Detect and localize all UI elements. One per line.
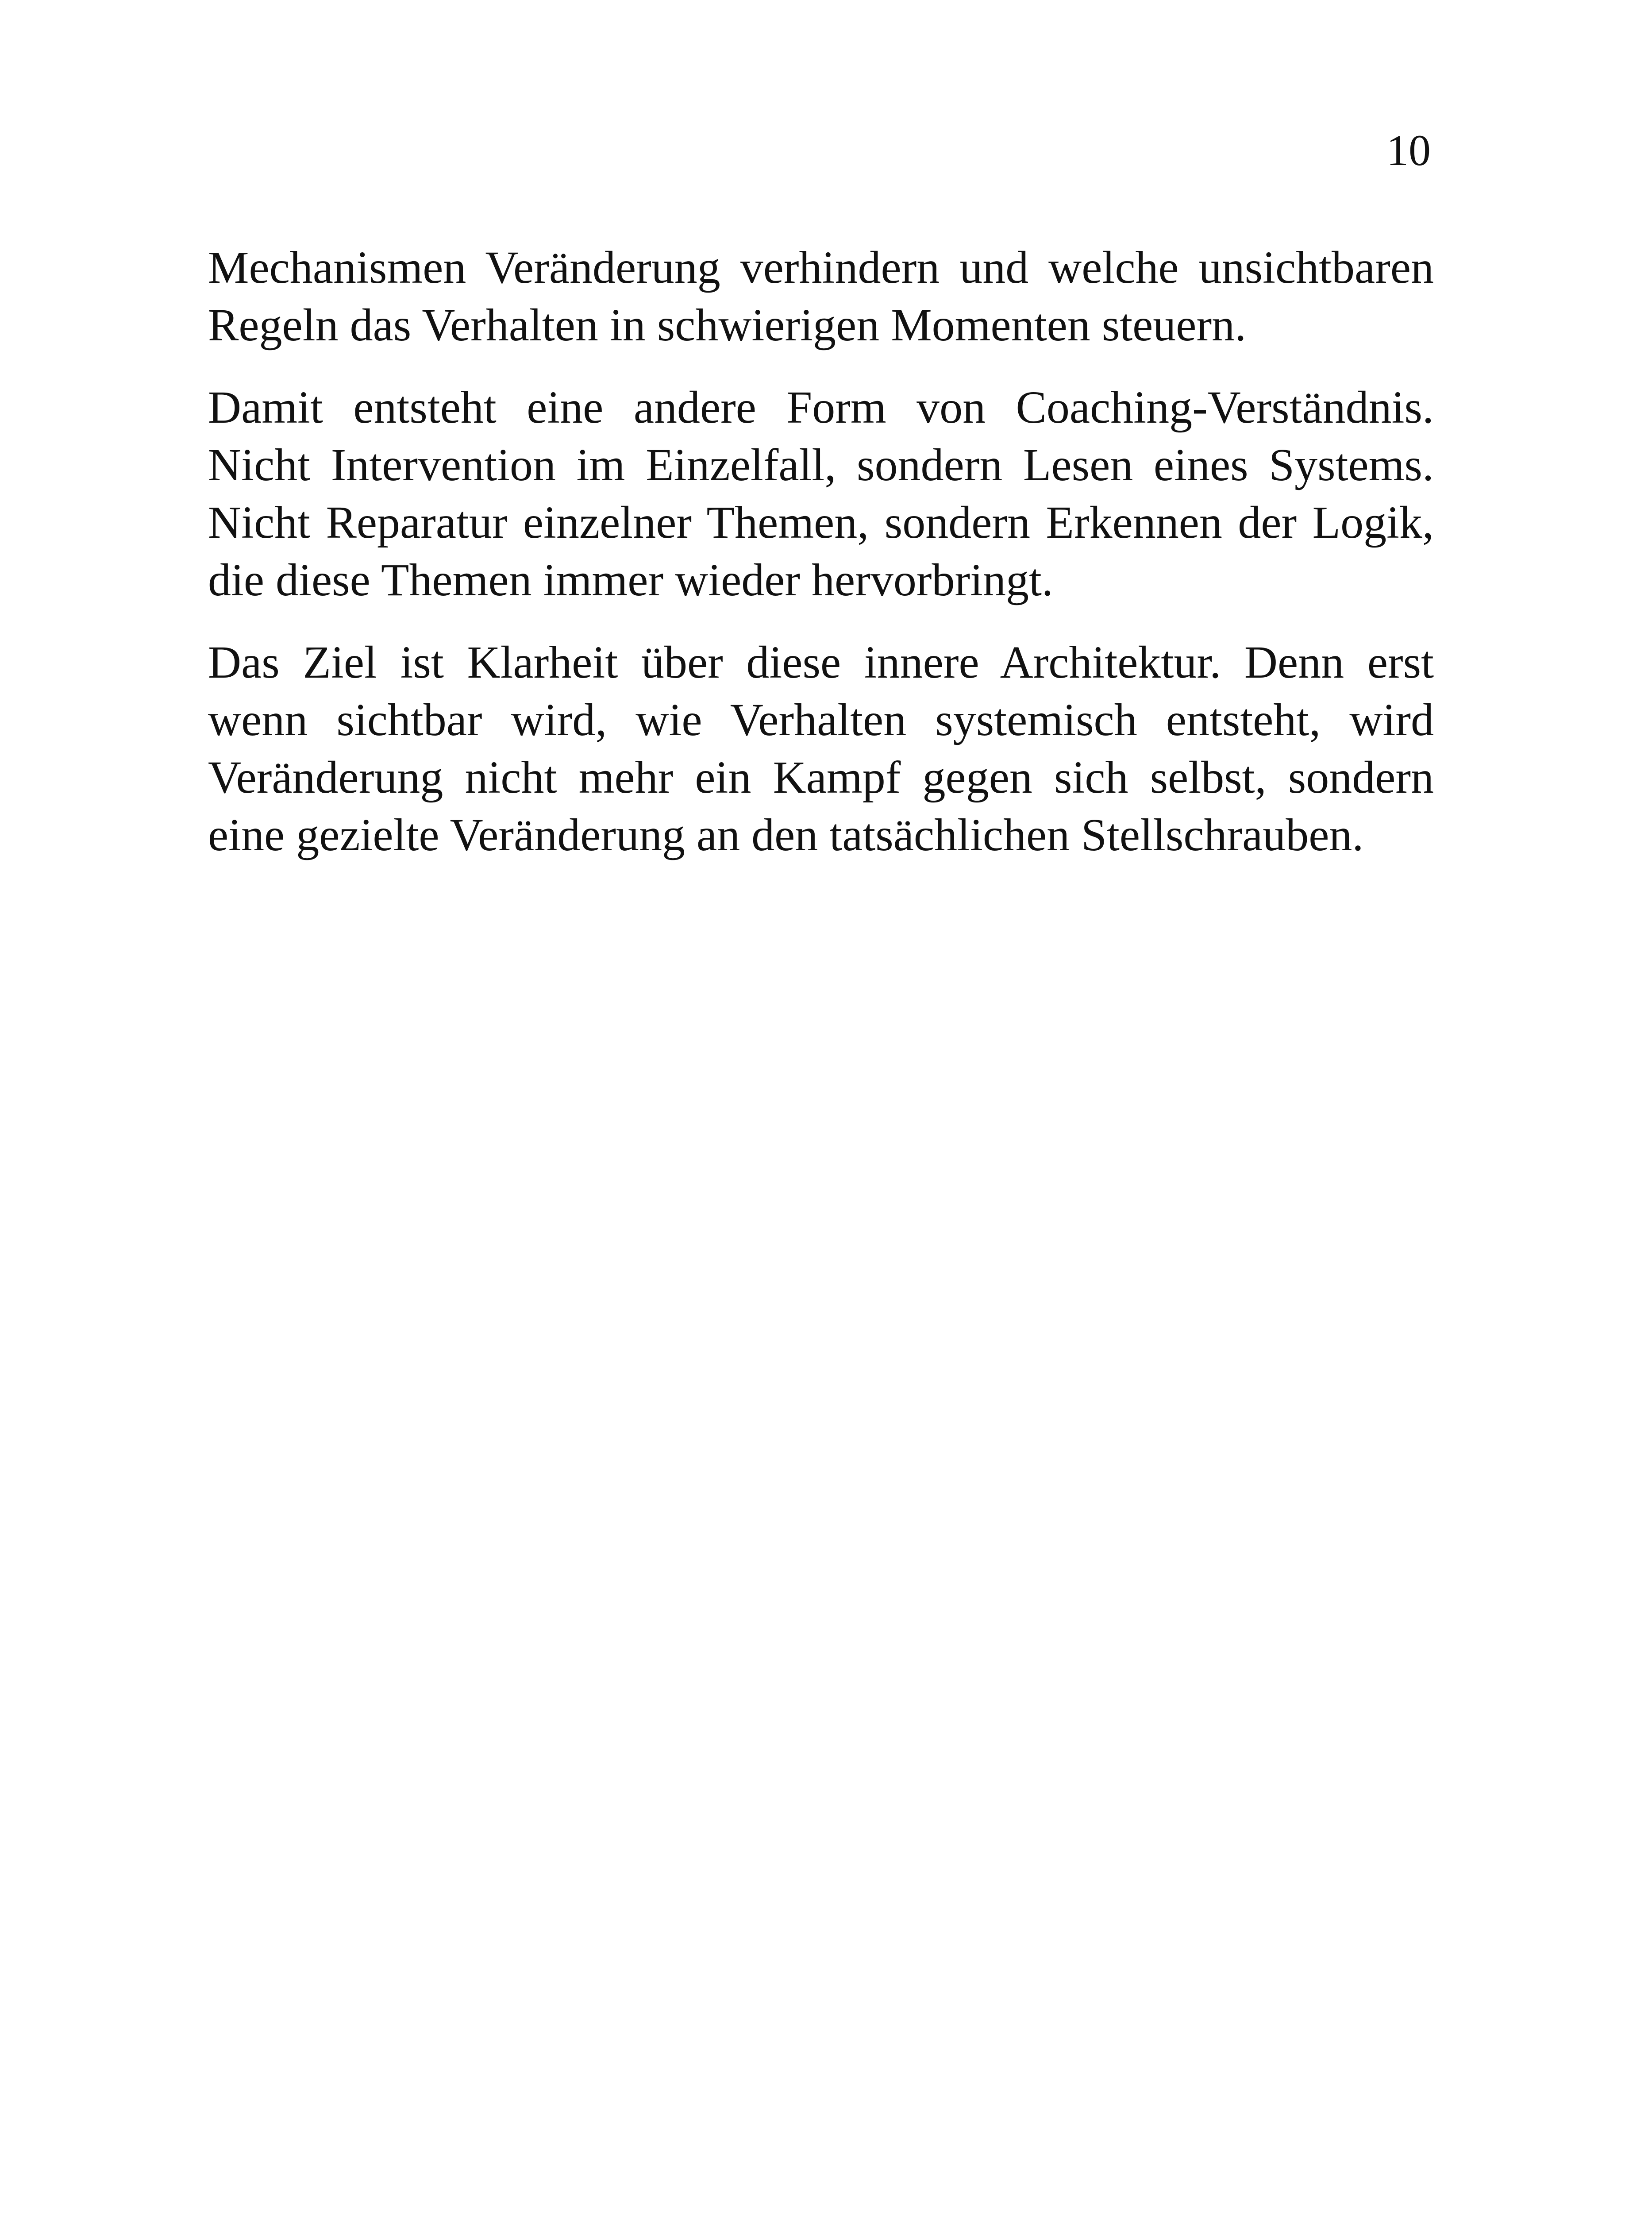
paragraph: Damit entsteht eine andere Form von Coaching-Verständnis. Nicht Intervention im Einzelfall, sondern Lesen eines Systems. Nicht Reparatur einzelner Themen, sondern Erkennen der Logik, die diese Themen immer wieder hervorbringt.	[208, 382, 1434, 605]
page-number: 10	[1386, 126, 1431, 175]
paragraph: Das Ziel ist Klarheit über diese innere Architektur. Denn erst wenn sichtbar wird, wie Verhalten systemisch entsteht, wird Veränderung nicht mehr ein Kampf gegen sich selbst, sondern eine gezielte Veränderung an den tatsächlichen Stellschrauben.	[208, 637, 1434, 860]
paragraph: Mechanismen Veränderung verhindern und welche unsichtbaren Regeln das Verhalten in schwierigen Momenten steuern.	[208, 242, 1434, 351]
body-text	[208, 239, 1434, 889]
